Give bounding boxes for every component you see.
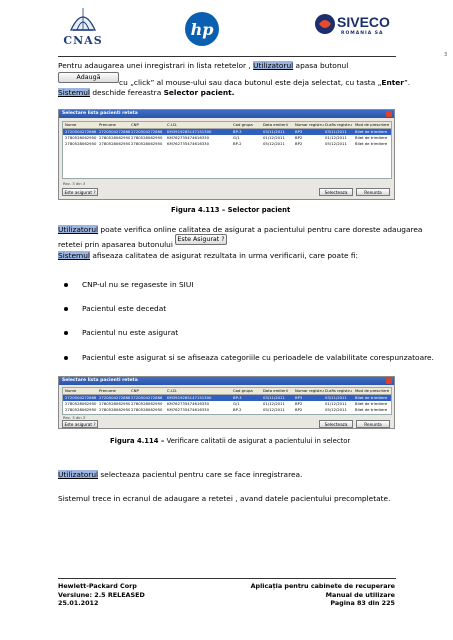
grid-column-header[interactable]: Cod grupa bbox=[233, 122, 253, 127]
grid-column-header[interactable]: CNP bbox=[131, 122, 139, 127]
window-titlebar bbox=[59, 110, 394, 118]
table-cell: 2720504272868 bbox=[99, 129, 130, 134]
grid-column-header[interactable]: D.afis registru bbox=[325, 388, 352, 393]
table-cell: BP3 bbox=[295, 129, 303, 134]
table-cell: 01/12/2011 bbox=[325, 401, 347, 406]
table-cell: 2720504272868 bbox=[99, 395, 130, 400]
table-cell: 2780528062950 bbox=[65, 135, 97, 140]
renunta-button[interactable]: Renunta bbox=[356, 188, 390, 196]
cap2-text-b: Verificare calitatii de asigurat a pacientului in selector bbox=[166, 437, 351, 445]
bullet-dot bbox=[64, 283, 68, 287]
table-cell: 2780528062950 bbox=[131, 407, 163, 412]
paragraph-4 bbox=[58, 251, 358, 261]
footer-date: 25.01.2012 bbox=[58, 599, 99, 607]
hp-logo bbox=[183, 10, 221, 48]
table-cell: 2780528062950 bbox=[99, 141, 130, 146]
table-cell: 2780528062950 bbox=[131, 401, 163, 406]
cnas-logo bbox=[57, 6, 109, 54]
grid-column-header[interactable]: C.I.D. bbox=[167, 388, 178, 393]
este-asigurat-button[interactable]: Este asigurat ? bbox=[62, 188, 98, 196]
bullet-dot bbox=[64, 356, 68, 360]
table-cell: 2780528062950 bbox=[65, 401, 97, 406]
grid-column-header[interactable]: Nume bbox=[65, 122, 77, 127]
este-asigurat-button[interactable]: Este asigurat ? bbox=[62, 420, 98, 428]
footer-app-name: Aplicația pentru cabinete de recuperare bbox=[250, 582, 395, 590]
table-cell: BP2 bbox=[295, 401, 303, 406]
grid-header-row bbox=[63, 388, 391, 395]
p3-text-a: poate verifica online calitatea de asigurat a pacientului pentru care doreste adaugarea bbox=[98, 225, 423, 234]
table-cell: BP-2 bbox=[233, 141, 242, 146]
table-cell: 05/12/2011 bbox=[263, 407, 285, 412]
paragraph-2 bbox=[58, 88, 234, 98]
footer-divider bbox=[58, 578, 396, 579]
close-icon[interactable] bbox=[386, 378, 392, 384]
table-cell: 2780528062950 bbox=[65, 141, 97, 146]
paragraph-1-line-2 bbox=[119, 78, 410, 88]
table-cell: BP-3 bbox=[233, 129, 242, 134]
table-cell: 2720504272868 bbox=[131, 129, 163, 134]
footer-version: Versiune: 2.5 RELEASED bbox=[58, 590, 145, 599]
bullet-item-3: Pacientul nu este asigurat bbox=[82, 328, 179, 337]
p3-text-b: retetei prin apasarea butonului bbox=[58, 240, 173, 249]
p1-utilizatorul: Utilizatorul bbox=[253, 61, 294, 70]
table-cell: KM3919285147151300 bbox=[167, 129, 212, 134]
table-row[interactable] bbox=[63, 407, 391, 413]
table-cell: BP-3 bbox=[233, 395, 242, 400]
table-cell: BP2 bbox=[295, 135, 303, 140]
table-cell: 05/12/2011 bbox=[263, 141, 285, 146]
patients-grid bbox=[62, 387, 392, 415]
bullet-item-1: CNP-ul nu se regaseste in SIUI bbox=[82, 280, 194, 289]
table-cell: 03/11/2011 bbox=[263, 395, 285, 400]
table-cell: 01/12/2011 bbox=[263, 135, 285, 140]
p1-enter: Enter bbox=[381, 78, 404, 87]
window-title: Selectare lista pacienti reteta bbox=[62, 378, 138, 383]
table-cell: 2720504272868 bbox=[131, 395, 163, 400]
table-cell: G/1 bbox=[233, 401, 240, 406]
p4-text-a: afiseaza calitatea de asigurat rezultata in urma verificarii, care poate fi: bbox=[89, 251, 359, 260]
table-cell: 03/11/2011 bbox=[325, 395, 347, 400]
table-cell: 2720504272868 bbox=[65, 129, 97, 134]
table-cell: Bilet de trimitere bbox=[355, 135, 388, 140]
paragraph-3-line-2 bbox=[58, 240, 173, 250]
grid-column-header[interactable]: Numar registru bbox=[295, 122, 324, 127]
table-cell: BP2 bbox=[295, 141, 303, 146]
table-cell: 05/12/2011 bbox=[325, 141, 347, 146]
cap2-text-a: Figura 4.114 – bbox=[110, 437, 167, 445]
renunta-button[interactable]: Renunta bbox=[356, 420, 390, 428]
p5-utilizatorul: Utilizatorul bbox=[58, 470, 99, 479]
table-cell: BP-2 bbox=[233, 407, 242, 412]
table-cell: 01/12/2011 bbox=[325, 135, 347, 140]
window-title: Selectare lista pacienti reteta bbox=[62, 111, 138, 116]
close-icon[interactable] bbox=[386, 111, 392, 117]
table-cell: Bilet de trimitere bbox=[355, 395, 388, 400]
table-cell: 03/11/2011 bbox=[325, 129, 347, 134]
paragraph-1-line-1 bbox=[58, 61, 348, 71]
p3-utilizatorul: Utilizatorul bbox=[58, 225, 99, 234]
p5-text-a: selecteaza pacientul pentru care se face inregistrarea. bbox=[98, 470, 303, 479]
p1-text-c: cu „click” al mouse-ului sau daca butonul este deja selectat, cu tasta „ bbox=[119, 78, 382, 87]
grid-status: Rez. 3 din 3 bbox=[63, 181, 86, 186]
table-cell: Bilet de trimitere bbox=[355, 141, 388, 146]
grid-column-header[interactable]: Prenume bbox=[99, 122, 116, 127]
p4-sistemul: Sistemul bbox=[58, 251, 90, 260]
table-cell: 2780528062950 bbox=[99, 407, 130, 412]
paragraph-5 bbox=[58, 470, 302, 480]
p2-text-a: deschide fereastra bbox=[89, 88, 164, 97]
grid-column-header[interactable]: Nume bbox=[65, 388, 77, 393]
grid-column-header[interactable]: Cod grupa bbox=[233, 388, 253, 393]
table-cell: KM762735474616330 bbox=[167, 135, 210, 140]
grid-column-header[interactable]: Mod de prescriere bbox=[355, 122, 390, 127]
paragraph-3-line-1 bbox=[58, 225, 422, 235]
este-asigurat-button-image: Este Asigurat ? bbox=[175, 234, 227, 245]
table-cell: 2720504272868 bbox=[65, 395, 97, 400]
figure-1-caption bbox=[171, 206, 290, 214]
header-divider bbox=[58, 56, 396, 57]
siveco-name: SIVECO bbox=[337, 14, 390, 30]
p2-sistemul: Sistemul bbox=[58, 88, 90, 97]
table-cell: BP3 bbox=[295, 395, 303, 400]
table-cell: 2780528062950 bbox=[131, 135, 163, 140]
selector-pacient-window bbox=[58, 109, 395, 200]
table-cell: KM762735474616330 bbox=[167, 407, 210, 412]
figure-2-caption bbox=[110, 437, 350, 445]
grid-column-header[interactable]: CNP bbox=[131, 388, 139, 393]
table-cell: G/1 bbox=[233, 135, 240, 140]
footer-page-number: Pagina 83 din 225 bbox=[330, 599, 395, 607]
table-cell: KM762735474616330 bbox=[167, 401, 210, 406]
table-cell: 05/12/2011 bbox=[325, 407, 347, 412]
grid-column-header[interactable]: D.afis registru bbox=[325, 122, 352, 127]
table-cell: KM3919285147151300 bbox=[167, 395, 212, 400]
siveco-subtitle: ROMANIA SA bbox=[341, 31, 384, 36]
adauga-button-image: Adaugă bbox=[58, 72, 119, 83]
grid-column-header[interactable]: Prenume bbox=[99, 388, 116, 393]
table-cell: KM762735474616330 bbox=[167, 141, 210, 146]
footer-right bbox=[251, 582, 395, 608]
cap1-text-a: Figura 4.113 – bbox=[171, 206, 228, 214]
page-header bbox=[0, 0, 453, 58]
bullet-item-2: Pacientul este decedat bbox=[82, 304, 167, 313]
table-cell: Bilet de trimitere bbox=[355, 407, 388, 412]
grid-column-header[interactable]: C.I.D. bbox=[167, 122, 178, 127]
table-cell: 2780528062950 bbox=[131, 141, 163, 146]
selecteaza-button[interactable]: Selecteaza bbox=[319, 188, 353, 196]
table-row[interactable] bbox=[63, 141, 391, 147]
table-cell: Bilet de trimitere bbox=[355, 129, 388, 134]
p2-selector-pacient: Selector pacient. bbox=[163, 88, 235, 97]
paragraph-6: Sistemul trece in ecranul de adaugare a retetei , avand datele pacientului precompletate. bbox=[58, 494, 391, 503]
selecteaza-button[interactable]: Selecteaza bbox=[319, 420, 353, 428]
p1-text-a: Pentru adaugarea unei inregistrari in lista retetelor , bbox=[58, 61, 254, 70]
table-cell: 2780528062950 bbox=[99, 401, 130, 406]
bullet-dot bbox=[64, 331, 68, 335]
verificare-asigurat-window bbox=[58, 376, 395, 429]
footer-manual: Manual de utilizare bbox=[325, 590, 395, 599]
grid-status: Rez. 3 din 3 bbox=[63, 415, 86, 420]
siveco-logo bbox=[313, 12, 405, 42]
window-titlebar bbox=[59, 377, 394, 385]
grid-header-row bbox=[63, 122, 391, 129]
table-cell: BP2 bbox=[295, 407, 303, 412]
table-cell: Bilet de trimitere bbox=[355, 401, 388, 406]
grid-column-header[interactable]: Data emiterii bbox=[263, 388, 288, 393]
svg-text:hp: hp bbox=[190, 20, 214, 39]
table-cell: 01/12/2011 bbox=[263, 401, 285, 406]
p1-text-b: apasa butonul bbox=[293, 61, 349, 70]
siveco-mark-icon bbox=[313, 12, 337, 36]
patients-grid bbox=[62, 121, 392, 179]
cap1-text-b: Selector pacient bbox=[227, 206, 291, 214]
header-page-marker: 3 bbox=[444, 52, 448, 58]
cnas-dome-icon bbox=[69, 6, 97, 32]
grid-column-header[interactable]: Numar registru bbox=[295, 388, 324, 393]
grid-column-header[interactable]: Data emiterii bbox=[263, 122, 288, 127]
p1-text-d: ”. bbox=[403, 78, 411, 87]
footer-company: Hewlett-Packard Corp bbox=[58, 582, 137, 590]
bullet-dot bbox=[64, 307, 68, 311]
table-cell: 2780528062950 bbox=[65, 407, 97, 412]
bullet-item-4: Pacientul este asigurat si se afiseaza categoriile cu perioadele de valabilitate corespunzatoare. bbox=[82, 353, 434, 362]
footer-left bbox=[58, 582, 145, 608]
table-cell: 2780528062950 bbox=[99, 135, 130, 140]
grid-column-header[interactable]: Mod de prescriere bbox=[355, 388, 390, 393]
table-cell: 03/11/2011 bbox=[263, 129, 285, 134]
cnas-logo-text: CNAS bbox=[63, 34, 103, 47]
